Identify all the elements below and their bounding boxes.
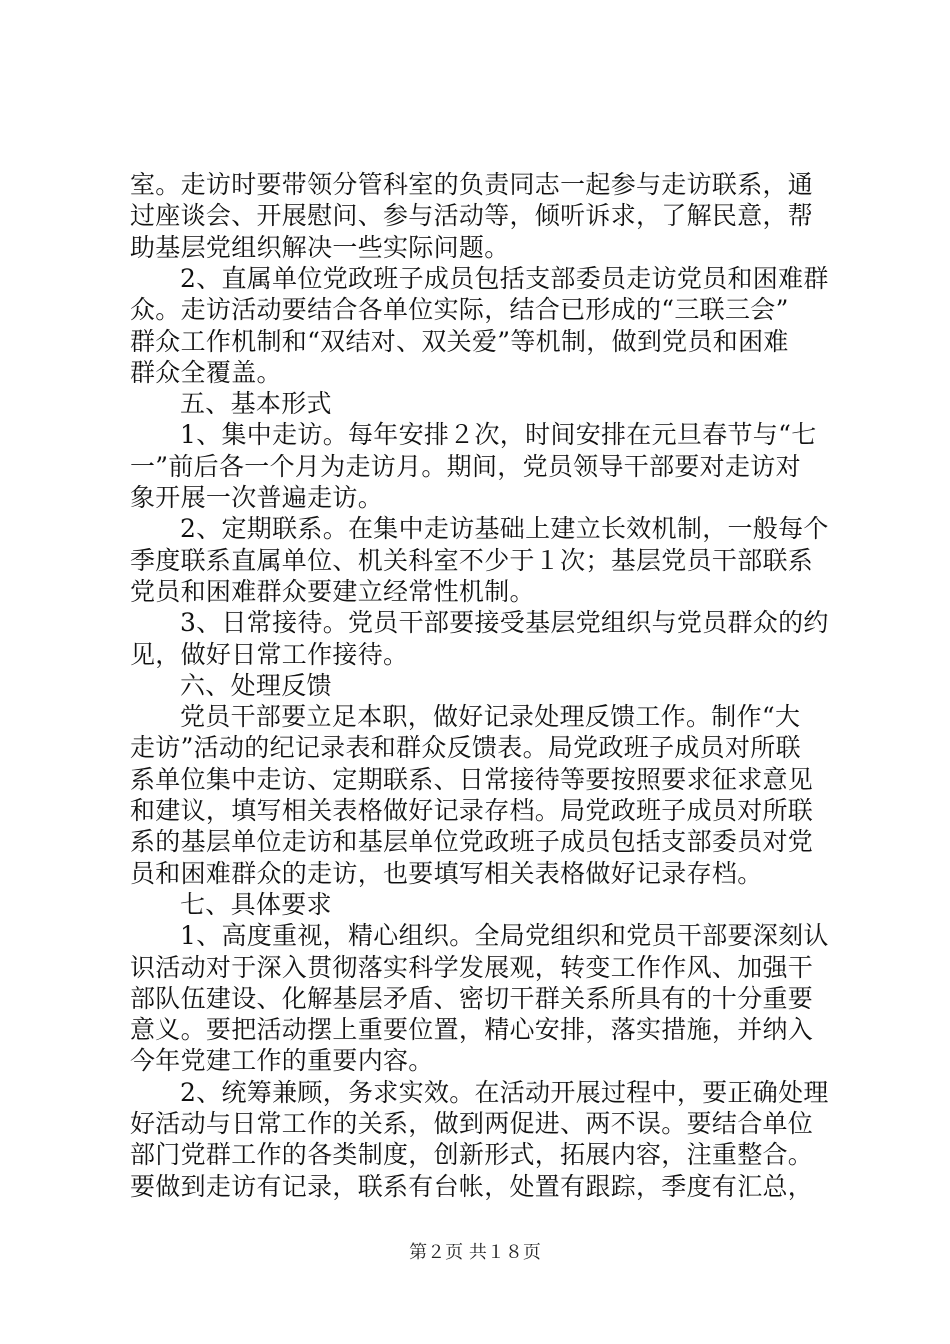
text-line: 部队伍建设、化解基层矛盾、密切干群关系所具有的十分重要 — [130, 983, 814, 1013]
text-line: 过座谈会、开展慰问、参与活动等，倾听诉求，了解民意，帮 — [130, 201, 814, 231]
text-line: 好活动与日常工作的关系，做到两促进、两不误。要结合单位 — [130, 1109, 814, 1138]
text-line: 党员干部要立足本职，做好记录处理反馈工作。制作“大 — [180, 702, 801, 732]
text-line: 系的基层单位走访和基层单位党政班子成员包括支部委员对党 — [130, 827, 814, 857]
page-footer: 第２页 共１８页 — [409, 1242, 541, 1263]
text-line: 意义。要把活动摆上重要位置，精心安排，落实措施，并纳入 — [130, 1015, 814, 1045]
section-heading: 七、具体要求 — [180, 889, 332, 919]
text-line: 1、集中走访。每年安排２次，时间安排在元旦春节与“七 — [180, 420, 817, 450]
text-line: 走访”活动的纪记录表和群众反馈表。局党政班子成员对所联 — [130, 733, 801, 763]
text-line: 室。走访时要带领分管科室的负责同志一起参与走访联系，通 — [130, 170, 814, 199]
text-line: 员和困难群众的走访，也要填写相关表格做好记录存档。 — [130, 858, 763, 888]
text-line: 要做到走访有记录，联系有台帐，处置有跟踪，季度有汇总， — [130, 1171, 814, 1201]
text-line: 群众工作机制和“双结对、双关爱”等机制，做到党员和困难 — [130, 326, 789, 356]
text-line: 识活动对于深入贯彻落实科学发展观，转变工作作风、加强干 — [130, 952, 814, 982]
text-line: 2、统筹兼顾，务求实效。在活动开展过程中，要正确处理 — [180, 1077, 829, 1107]
text-line: 部门党群工作的各类制度，创新形式，拓展内容，注重整合。 — [130, 1140, 814, 1170]
text-line: 3、日常接待。党员干部要接受基层党组织与党员群众的约 — [180, 608, 829, 638]
text-line: 今年党建工作的重要内容。 — [130, 1046, 434, 1076]
text-line: 党员和困难群众要建立经常性机制。 — [130, 576, 535, 606]
text-line: 季度联系直属单位、机关科室不少于１次；基层党员干部联系 — [130, 545, 814, 575]
text-line: 群众全覆盖。 — [130, 357, 282, 387]
section-heading: 六、处理反馈 — [180, 670, 332, 700]
text-line: 一”前后各一个月为走访月。期间，党员领导干部要对走访对 — [130, 451, 801, 481]
text-line: 象开展一次普遍走访。 — [130, 483, 384, 512]
text-line: 2、直属单位党政班子成员包括支部委员走访党员和困难群 — [180, 263, 829, 293]
text-line: 2、定期联系。在集中走访基础上建立长效机制，一般每个 — [180, 514, 829, 544]
text-line: 众。走访活动要结合各单位实际，结合已形成的“三联三会” — [130, 295, 789, 325]
text-line: 1、高度重视，精心组织。全局党组织和党员干部要深刻认 — [180, 921, 829, 951]
text-line: 助基层党组织解决一些实际问题。 — [130, 232, 510, 262]
section-heading: 五、基本形式 — [180, 389, 332, 419]
text-line: 系单位集中走访、定期联系、日常接待等要按照要求征求意见 — [130, 764, 814, 794]
text-line: 和建议，填写相关表格做好记录存档。局党政班子成员对所联 — [130, 796, 814, 825]
text-line: 见，做好日常工作接待。 — [130, 639, 409, 669]
